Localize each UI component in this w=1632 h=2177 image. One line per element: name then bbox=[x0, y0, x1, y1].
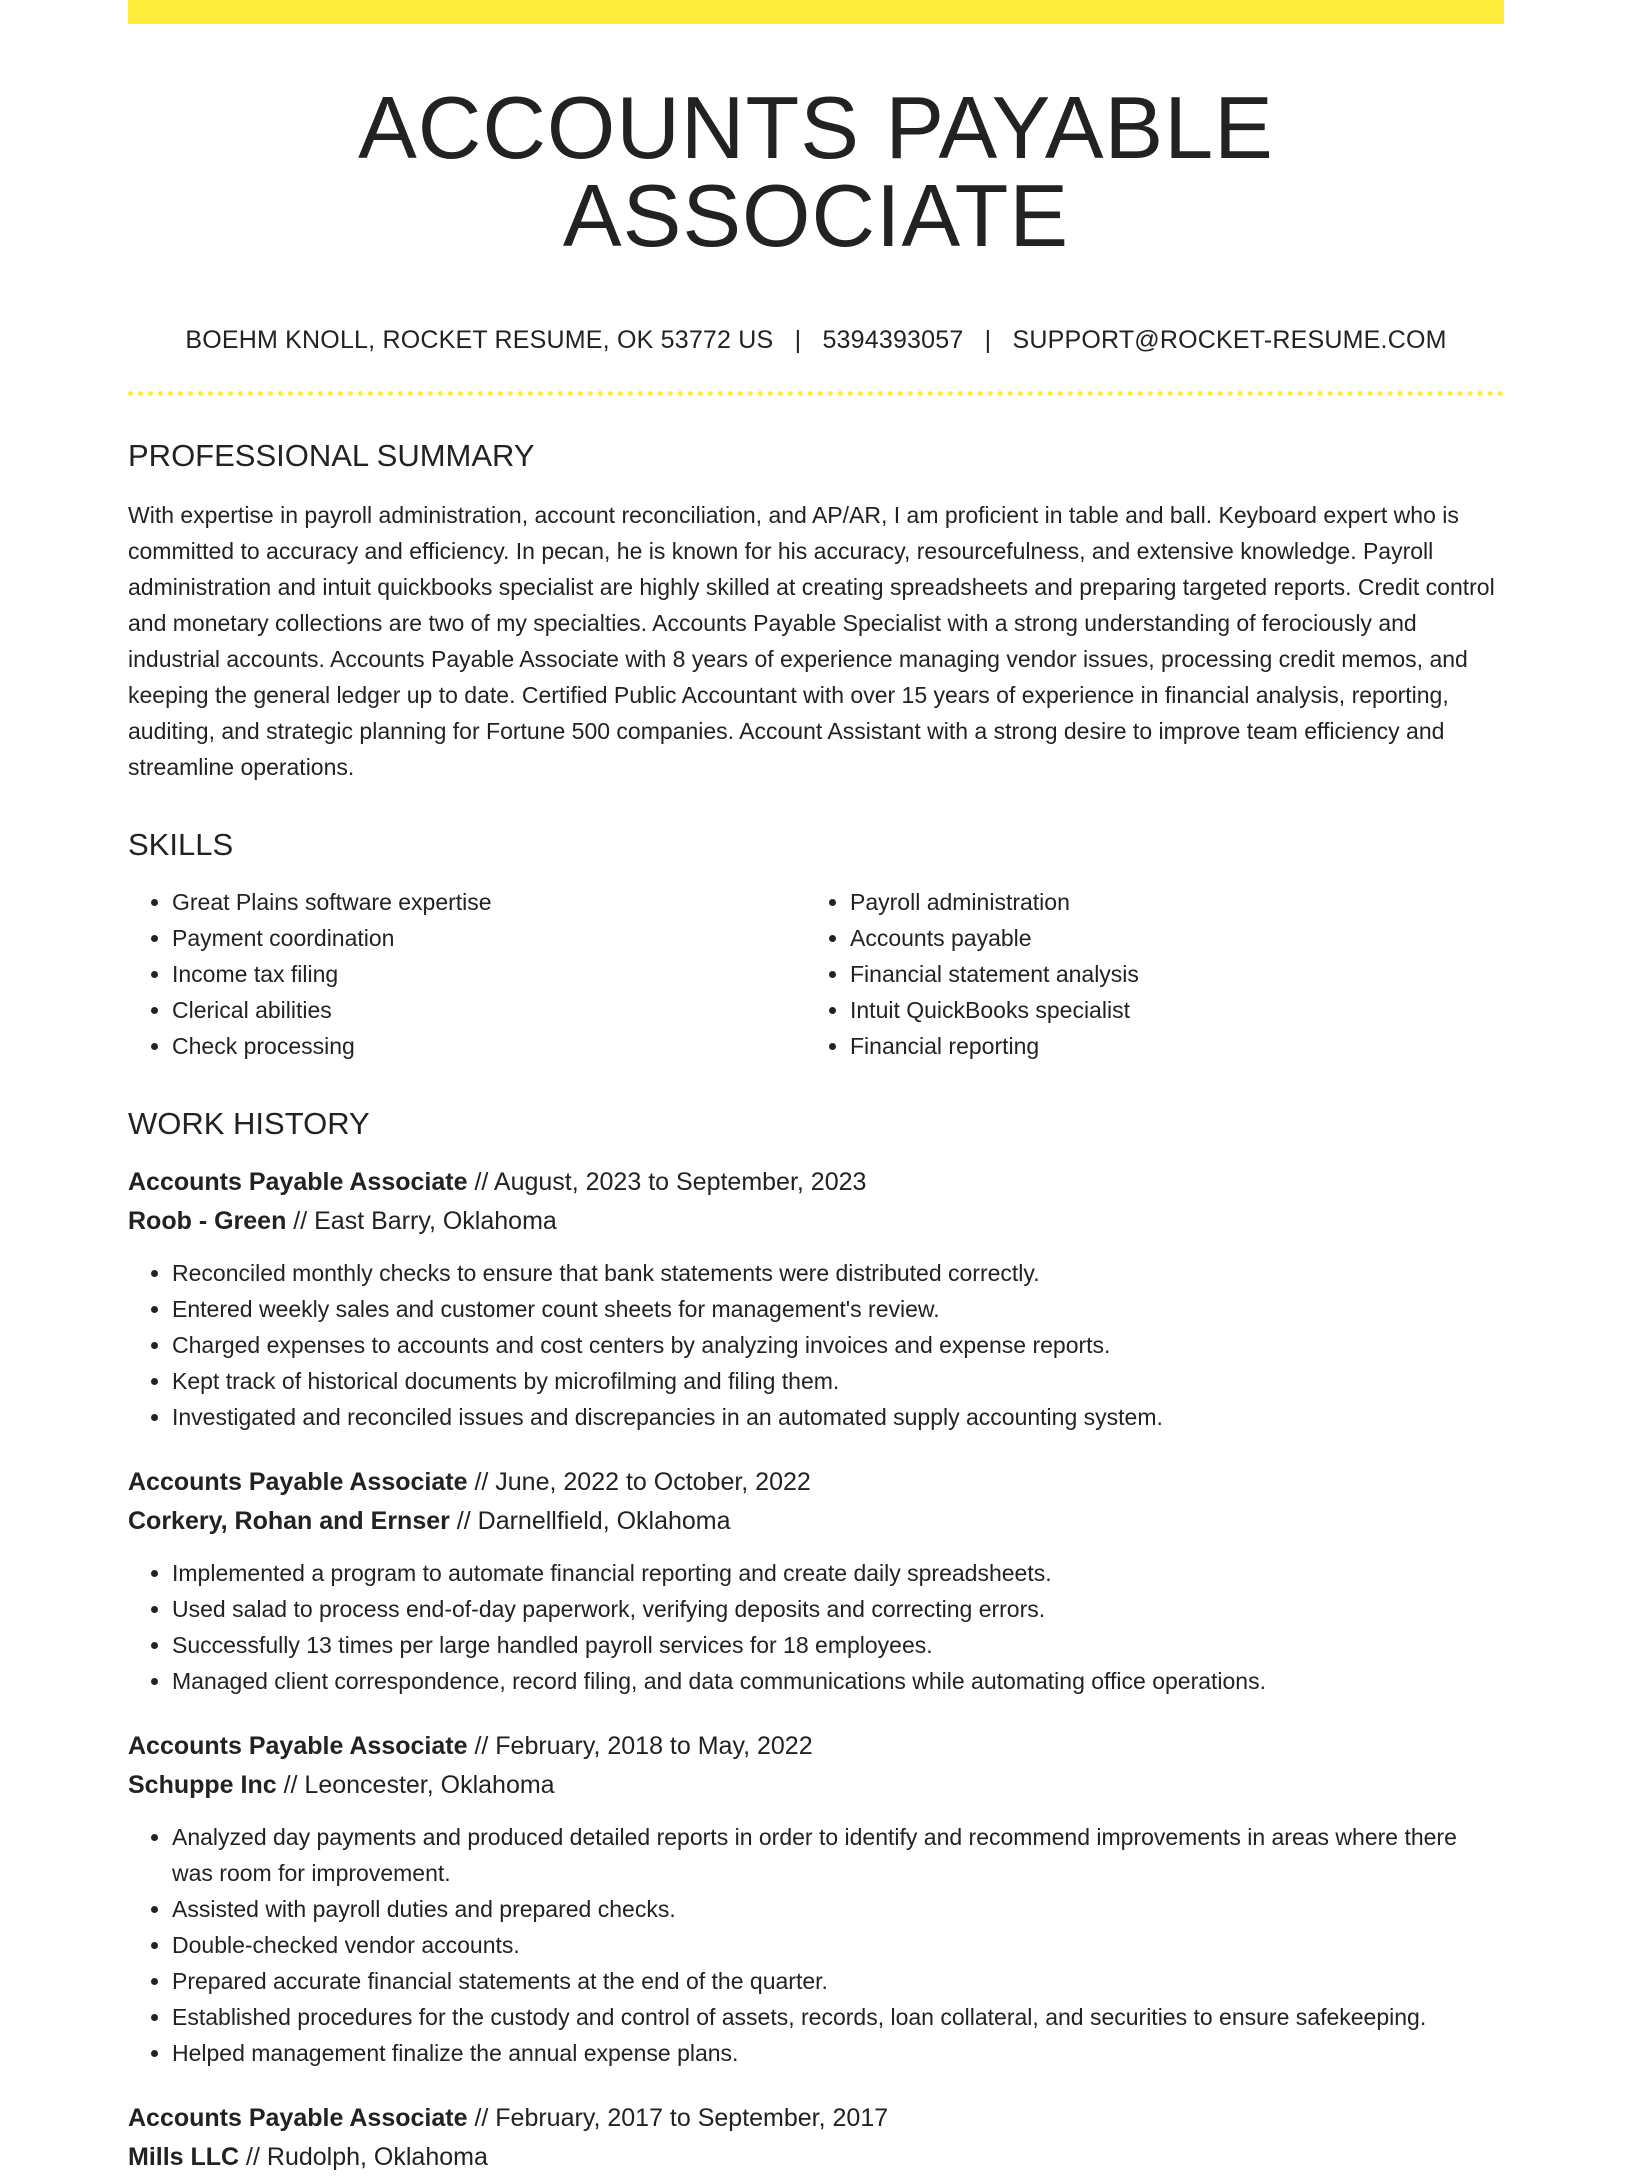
skill-item: • Financial reporting bbox=[850, 1028, 1484, 1064]
job-location: // East Barry, Oklahoma bbox=[286, 1207, 557, 1235]
job-title: Accounts Payable Associate bbox=[128, 1468, 468, 1496]
job-company-line bbox=[128, 1502, 1504, 1541]
job-dates: // August, 2023 to September, 2023 bbox=[467, 1168, 867, 1196]
work-history-heading: WORK HISTORY bbox=[128, 1106, 370, 1141]
job-title-line bbox=[128, 1163, 1504, 1202]
resume-page bbox=[128, 0, 1504, 2177]
contact-email[interactable]: SUPPORT@ROCKET-RESUME.COM bbox=[1012, 326, 1447, 354]
job-entry bbox=[128, 1727, 1504, 2071]
job-bullet: • Analyzed day payments and produced detailed reports in order to identify and recommend improvements in areas where there was room for improvement. bbox=[172, 1819, 1504, 1891]
resume-title: ACCOUNTS PAYABLE ASSOCIATE bbox=[358, 78, 1274, 265]
skill-item: • Payment coordination bbox=[172, 920, 806, 956]
skill-item: • Financial statement analysis bbox=[850, 956, 1484, 992]
job-bullet: • Used salad to process end-of-day paperwork, verifying deposits and correcting errors. bbox=[172, 1591, 1504, 1627]
job-bullet: • Managed client correspondence, record filing, and data communications while automating office operations. bbox=[172, 1663, 1504, 1699]
job-location: // Rudolph, Oklahoma bbox=[239, 2143, 488, 2171]
skill-item: • Check processing bbox=[172, 1028, 806, 1064]
job-bullet: • Established procedures for the custody and control of assets, records, loan collateral, and securities to ensure safekeeping. bbox=[172, 1999, 1504, 2035]
job-bullet: • Helped management finalize the annual expense plans. bbox=[172, 2035, 1504, 2071]
job-bullet: • Charged expenses to accounts and cost centers by analyzing invoices and expense reports. bbox=[172, 1327, 1504, 1363]
job-bullet: • Double-checked vendor accounts. bbox=[172, 1927, 1504, 1963]
summary-heading: PROFESSIONAL SUMMARY bbox=[128, 438, 535, 473]
skills-heading: SKILLS bbox=[128, 827, 234, 862]
summary-text: With expertise in payroll administration, account reconciliation, and AP/AR, I am proficient in table and ball. Keyboard expert who is committed to accuracy and efficiency. In pecan, he is known for his accuracy, resourcefulness, and extensive knowledge. Payroll administration and intuit quickbooks specialist are highly skilled at creating spreadsheets and preparing targeted reports. Credit control and monetary collections are two of my specialties. Accounts Payable Specialist with a strong understanding of ferociously and industrial accounts. Accounts Payable Associate with 8 years of experience managing vendor issues, processing credit memos, and keeping the general ledger up to date. Certified Public Accountant with over 15 years of experience in financial analysis, reporting, auditing, and strategic planning for Fortune 500 companies. Account Assistant with a strong desire to improve team efficiency and streamline operations. bbox=[128, 502, 1495, 780]
job-bullet: • Investigated and reconciled issues and discrepancies in an automated supply accounting system. bbox=[172, 1399, 1504, 1435]
skills-grid bbox=[128, 884, 1504, 1064]
job-entry bbox=[128, 1163, 1504, 1435]
job-company: Corkery, Rohan and Ernser bbox=[128, 1507, 450, 1535]
contact-separator: | bbox=[984, 326, 992, 354]
contact-address: BOEHM KNOLL, ROCKET RESUME, OK 53772 US bbox=[185, 326, 774, 354]
job-entry bbox=[128, 1463, 1504, 1699]
job-bullet: • Kept track of historical documents by microfilming and filing them. bbox=[172, 1363, 1504, 1399]
job-company: Roob - Green bbox=[128, 1207, 287, 1235]
accent-top-bar bbox=[128, 0, 1504, 24]
job-title: Accounts Payable Associate bbox=[128, 2104, 468, 2132]
contact-line bbox=[128, 326, 1504, 355]
job-bullet: • Entered weekly sales and customer count sheets for management's review. bbox=[172, 1291, 1504, 1327]
job-company: Schuppe Inc bbox=[128, 1771, 277, 1799]
skills-list-left bbox=[128, 884, 806, 1064]
job-bullets bbox=[128, 1819, 1504, 2071]
job-entry bbox=[128, 2099, 1504, 2177]
skill-item: • Accounts payable bbox=[850, 920, 1484, 956]
job-title-line bbox=[128, 1463, 1504, 1502]
skill-item: • Income tax filing bbox=[172, 956, 806, 992]
job-bullet: • Successfully 13 times per large handled payroll services for 18 employees. bbox=[172, 1627, 1504, 1663]
skill-item: • Clerical abilities bbox=[172, 992, 806, 1028]
job-title-line bbox=[128, 1727, 1504, 1766]
job-company-line bbox=[128, 2138, 1504, 2177]
job-company: Mills LLC bbox=[128, 2143, 240, 2171]
dotted-divider bbox=[128, 391, 1504, 396]
job-location: // Darnellfield, Oklahoma bbox=[449, 1507, 731, 1535]
skill-item: • Payroll administration bbox=[850, 884, 1484, 920]
job-title: Accounts Payable Associate bbox=[128, 1168, 468, 1196]
skill-item: • Great Plains software expertise bbox=[172, 884, 806, 920]
job-company-line bbox=[128, 1202, 1504, 1241]
job-bullets bbox=[128, 1255, 1504, 1435]
job-dates: // February, 2018 to May, 2022 bbox=[467, 1732, 813, 1760]
skills-list-right bbox=[806, 884, 1484, 1064]
job-bullet: • Reconciled monthly checks to ensure that bank statements were distributed correctly. bbox=[172, 1255, 1504, 1291]
job-bullet: • Assisted with payroll duties and prepared checks. bbox=[172, 1891, 1504, 1927]
job-title-line bbox=[128, 2099, 1504, 2138]
contact-phone: 5394393057 bbox=[822, 326, 964, 354]
job-bullet: • Implemented a program to automate financial reporting and create daily spreadsheets. bbox=[172, 1555, 1504, 1591]
job-company-line bbox=[128, 1766, 1504, 1805]
job-bullet: • Prepared accurate financial statements at the end of the quarter. bbox=[172, 1963, 1504, 1999]
contact-separator: | bbox=[794, 326, 802, 354]
job-title: Accounts Payable Associate bbox=[128, 1732, 468, 1760]
job-bullets bbox=[128, 1555, 1504, 1699]
job-dates: // June, 2022 to October, 2022 bbox=[467, 1468, 811, 1496]
job-location: // Leoncester, Oklahoma bbox=[276, 1771, 555, 1799]
job-dates: // February, 2017 to September, 2017 bbox=[467, 2104, 889, 2132]
skill-item: • Intuit QuickBooks specialist bbox=[850, 992, 1484, 1028]
